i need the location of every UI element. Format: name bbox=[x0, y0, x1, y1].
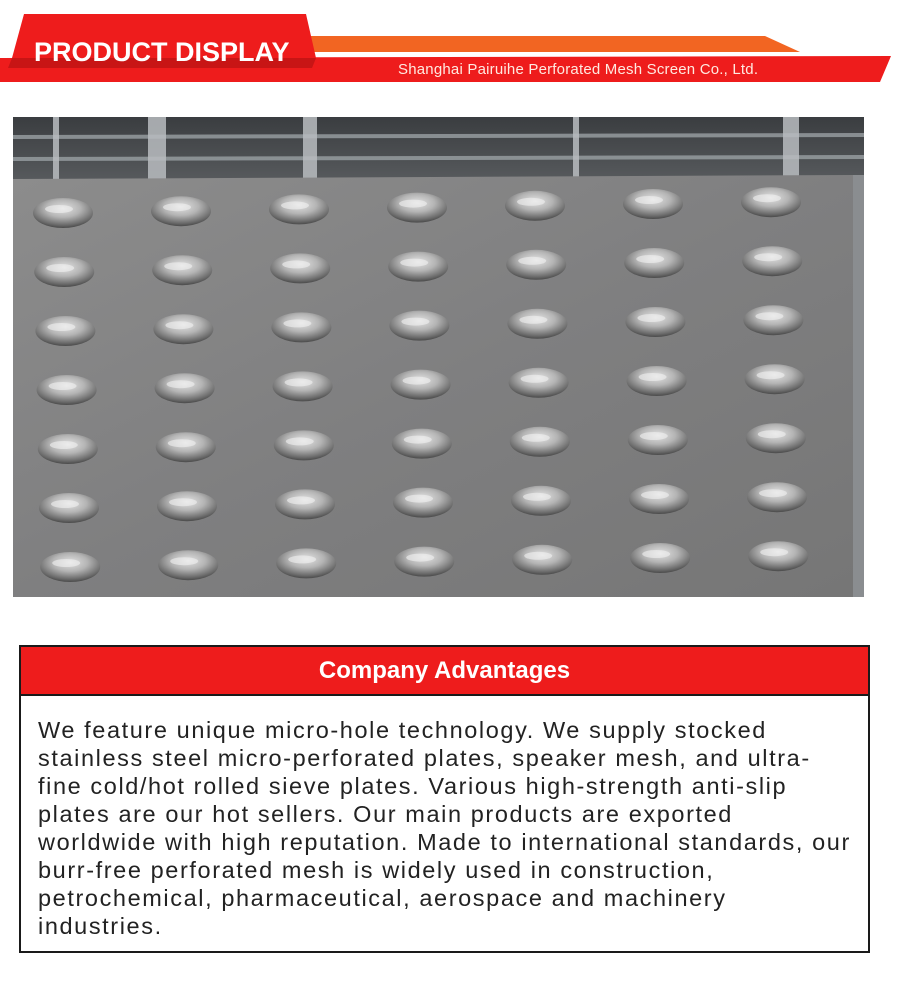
dome-highlight bbox=[399, 200, 427, 208]
dome-highlight bbox=[164, 262, 192, 270]
dome-highlight bbox=[637, 314, 665, 322]
dome-highlight bbox=[519, 316, 547, 324]
dome-highlight bbox=[517, 198, 545, 206]
dome-bump bbox=[393, 488, 453, 518]
dome-bump bbox=[391, 370, 451, 400]
dome-bump bbox=[274, 430, 334, 460]
dome-highlight bbox=[283, 319, 311, 327]
dome-bump bbox=[505, 191, 565, 221]
dome-bump bbox=[37, 375, 97, 405]
dome-bump bbox=[629, 484, 689, 514]
dome-bump bbox=[742, 246, 802, 276]
dome-highlight bbox=[522, 434, 550, 442]
dome-highlight bbox=[639, 373, 667, 381]
dome-highlight bbox=[404, 436, 432, 444]
dome-highlight bbox=[281, 201, 309, 209]
company-name: Shanghai Pairuihe Perforated Mesh Screen Co., Ltd. bbox=[398, 61, 759, 78]
dome-highlight bbox=[47, 323, 75, 331]
dome-bump bbox=[388, 252, 448, 282]
dome-highlight bbox=[168, 439, 196, 447]
dome-bump bbox=[741, 187, 801, 217]
dome-highlight bbox=[286, 437, 314, 445]
dome-bump bbox=[512, 545, 572, 575]
dome-highlight bbox=[758, 430, 786, 438]
dome-highlight bbox=[167, 380, 195, 388]
dome-bump bbox=[509, 368, 569, 398]
dome-highlight bbox=[170, 557, 198, 565]
dome-bump bbox=[510, 427, 570, 457]
dome-bump bbox=[39, 493, 99, 523]
dome-bump bbox=[270, 253, 330, 283]
dome-bump bbox=[394, 547, 454, 577]
dome-bump bbox=[507, 309, 567, 339]
dome-highlight bbox=[406, 554, 434, 562]
dome-bump bbox=[155, 373, 215, 403]
dome-bump bbox=[35, 316, 95, 346]
dome-bump bbox=[625, 307, 685, 337]
dome-highlight bbox=[524, 552, 552, 560]
dome-highlight bbox=[642, 550, 670, 558]
dome-bump bbox=[34, 257, 94, 287]
dome-highlight bbox=[757, 371, 785, 379]
dome-highlight bbox=[760, 548, 788, 556]
dome-highlight bbox=[636, 255, 664, 263]
dome-highlight bbox=[403, 377, 431, 385]
advantages-body: We feature unique micro-hole technology. We supply stocked stainless steel micro-perforated plates, speaker mesh, and ultra-fine cold/hot rolled sieve plates. Various high-strength anti-slip plates are our hot sellers. Our main products are exported worldwide with high reputation. Made to international standards, our burr-free perforated mesh is widely used in construction, petrochemical, pharmaceutical, aerospace and machinery industries. bbox=[38, 717, 851, 939]
dome-bump bbox=[153, 314, 213, 344]
dome-highlight bbox=[755, 312, 783, 320]
dome-bump bbox=[624, 248, 684, 278]
dome-highlight bbox=[405, 495, 433, 503]
dome-bump bbox=[511, 486, 571, 516]
dome-highlight bbox=[288, 555, 316, 563]
dome-highlight bbox=[52, 559, 80, 567]
dome-bump bbox=[276, 548, 336, 578]
dome-highlight bbox=[50, 441, 78, 449]
dome-bump bbox=[38, 434, 98, 464]
dome-bump bbox=[271, 312, 331, 342]
dome-bump bbox=[630, 543, 690, 573]
dome-bump bbox=[158, 550, 218, 580]
dome-bump bbox=[156, 432, 216, 462]
dome-highlight bbox=[400, 259, 428, 267]
dome-highlight bbox=[759, 489, 787, 497]
dome-bump bbox=[747, 482, 807, 512]
dome-highlight bbox=[163, 203, 191, 211]
dome-bump bbox=[33, 198, 93, 228]
dome-bump bbox=[157, 491, 217, 521]
anti-slip-plate-image bbox=[13, 117, 864, 597]
dome-highlight bbox=[640, 432, 668, 440]
dome-highlight bbox=[401, 318, 429, 326]
dome-highlight bbox=[753, 194, 781, 202]
dome-bump bbox=[275, 489, 335, 519]
dome-bump bbox=[623, 189, 683, 219]
dome-highlight bbox=[282, 260, 310, 268]
dome-highlight bbox=[165, 321, 193, 329]
dome-bump bbox=[389, 311, 449, 341]
advantages-panel bbox=[19, 645, 870, 953]
dome-bump bbox=[628, 425, 688, 455]
dome-bump bbox=[627, 366, 687, 396]
dome-bump bbox=[40, 552, 100, 582]
dome-highlight bbox=[641, 491, 669, 499]
dome-bump bbox=[151, 196, 211, 226]
dome-bump bbox=[392, 429, 452, 459]
dome-bump bbox=[269, 194, 329, 224]
product-photo bbox=[13, 117, 864, 597]
header-banner bbox=[0, 0, 899, 90]
dome-bump bbox=[746, 423, 806, 453]
dome-bump bbox=[273, 371, 333, 401]
dome-highlight bbox=[635, 196, 663, 204]
dome-highlight bbox=[45, 205, 73, 213]
dome-bump bbox=[506, 250, 566, 280]
dome-bump bbox=[387, 193, 447, 223]
advantages-header bbox=[21, 647, 868, 696]
page-title: PRODUCT DISPLAY bbox=[34, 37, 290, 67]
dome-highlight bbox=[169, 498, 197, 506]
dome-bump bbox=[152, 255, 212, 285]
dome-highlight bbox=[285, 378, 313, 386]
dome-highlight bbox=[46, 264, 74, 272]
dome-bump bbox=[745, 364, 805, 394]
dome-bump bbox=[743, 305, 803, 335]
dome-highlight bbox=[521, 375, 549, 383]
dome-bump bbox=[748, 541, 808, 571]
dome-highlight bbox=[754, 253, 782, 261]
dome-highlight bbox=[49, 382, 77, 390]
dome-highlight bbox=[51, 500, 79, 508]
dome-highlight bbox=[287, 496, 315, 504]
advantages-title: Company Advantages bbox=[318, 656, 571, 684]
dome-highlight bbox=[523, 493, 551, 501]
dome-highlight bbox=[518, 257, 546, 265]
